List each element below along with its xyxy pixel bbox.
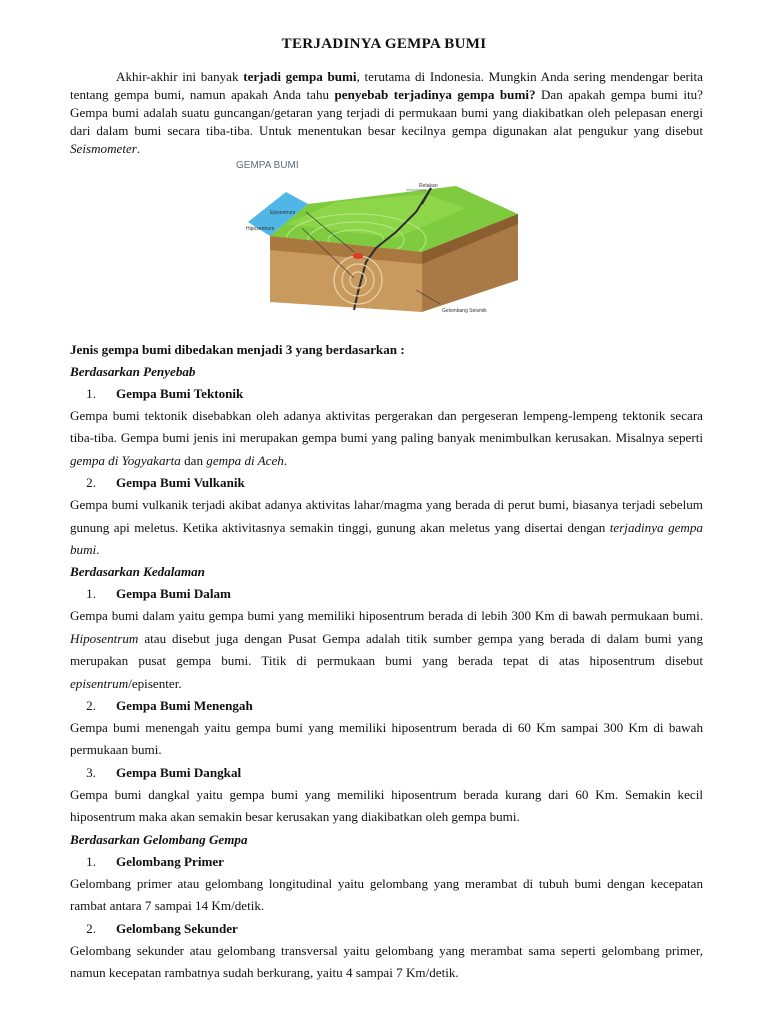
paragraph: Gelombang primer atau gelombang longitudinal yaitu gelombang yang merambat di tubuh bumi dengan kecepatan rambat antara 7 sampai 14 Km/detik. <box>70 875 703 914</box>
list-item <box>70 383 703 405</box>
paragraph-italic: gempa di Aceh <box>206 452 284 468</box>
list-number: 2. <box>86 920 96 936</box>
intro-paragraph <box>70 68 703 158</box>
paragraph-italic: episentrum <box>70 675 129 691</box>
intro-text: Dan apakah gempa bumi itu? Gempa bumi adalah suatu guncangan/getaran yang terjadi di permukaan bumi yang diakibatkan oleh pelepasan energi dari dalam bumi secara tiba-tiba. Untuk menentukan besar kecilnya gempa digunakan alat pengukur yang disebut <box>70 87 703 138</box>
list-item-title: Gempa Bumi Dangkal <box>116 764 242 780</box>
figure-title: GEMPA BUMI <box>236 160 299 171</box>
paragraph <box>70 405 703 472</box>
paragraph <box>70 605 703 695</box>
intro-bold: penyebab terjadinya gempa bumi? <box>334 87 536 102</box>
lead-sentence: Jenis gempa bumi dibedakan menjadi 3 yang berdasarkan : <box>70 342 405 357</box>
paragraph <box>70 494 703 561</box>
list-item-title: Gelombang Sekunder <box>116 920 238 936</box>
list-item <box>70 472 703 494</box>
list-item <box>70 762 703 784</box>
intro-italic: Seismometer <box>70 141 137 156</box>
list-item-title: Gempa Bumi Vulkanik <box>116 475 245 491</box>
epicenter-dot <box>353 253 363 259</box>
document-title: TERJADINYA GEMPA BUMI <box>281 36 487 52</box>
list-item <box>70 918 703 940</box>
label-retakan: Retakan <box>419 183 438 189</box>
document-body <box>70 339 703 984</box>
earthquake-block-illustration <box>226 152 526 322</box>
paragraph-text: Gempa bumi vulkanik terjadi akibat adanya aktivitas lahar/magma yang berada di perut bumi, biasanya terjadi sebelum gunung api meletus. Ketika aktivitasnya semakin tinggi, gunung akan meletus yang disertai dengan <box>70 497 703 535</box>
paragraph-italic: terjadinya gempa bumi <box>70 519 703 558</box>
list-item-title: Gempa Bumi Tektonik <box>116 386 244 401</box>
paragraph: Gempa bumi dangkal yaitu gempa bumi yang memiliki hiposentrum berada kurang dari 60 Km. Semakin kecil hiposentrum maka akan semakin besar kerusakan yang diakibatkan oleh gempa bumi. <box>70 786 703 825</box>
paragraph-text: . <box>283 452 288 468</box>
paragraph-italic: gempa di Yogyakarta <box>70 452 181 468</box>
paragraph-text: . <box>96 542 100 558</box>
list-number: 1. <box>86 386 96 401</box>
label-gelombang-seismik: Gelombang Seismik <box>442 308 487 314</box>
paragraph-text: /episenter. <box>128 675 182 691</box>
label-hiposentrum: Hiposentrum <box>246 226 275 232</box>
paragraph: Gempa bumi menengah yaitu gempa bumi yang memiliki hiposentrum berada di 60 Km sampai 300 Km di bawah permukaan bumi. <box>70 720 703 758</box>
list-item-title: Gelombang Primer <box>116 853 224 869</box>
section-heading-penyebab: Berdasarkan Penyebab <box>70 364 196 379</box>
label-episentrum: Episentrum <box>270 210 296 216</box>
intro-text: , terutama di Indonesia. Mungkin Anda sering mendengar berita tentang gempa bumi, namun apakah Anda tahu <box>70 69 703 102</box>
paragraph-text: Gempa bumi dalam yaitu gempa bumi yang memiliki hiposentrum berada di lebih 300 Km di bawah permukaan bumi. <box>70 608 703 624</box>
paragraph-italic: Hiposentrum <box>70 630 139 646</box>
paragraph: Gelombang sekunder atau gelombang transversal yaitu gelombang yang merambat sama seperti gelombang primer, namun kecepatan rambatnya sudah berkurang, yaitu 4 sampai 7 Km/detik. <box>70 942 703 980</box>
list-number: 2. <box>86 475 96 491</box>
paragraph-text: Gempa bumi tektonik disebabkan oleh adanya aktivitas pergerakan dan pergeseran lempeng-lempeng tektonik secara tiba-tiba. Gempa bumi jenis ini merupakan gempa bumi yang paling banyak menimbulkan kerusakan. Misalnya seperti <box>70 408 703 446</box>
paragraph-text: dan <box>180 452 207 468</box>
list-item <box>70 851 703 873</box>
intro-text: . <box>136 141 141 156</box>
list-number: 1. <box>86 586 96 602</box>
list-item-title: Gempa Bumi Dalam <box>116 586 231 602</box>
list-item-title: Gempa Bumi Menengah <box>116 698 253 714</box>
list-number: 3. <box>86 764 96 780</box>
earthquake-diagram <box>226 152 526 322</box>
list-number: 2. <box>86 698 96 714</box>
list-item <box>70 695 703 717</box>
paragraph-text: atau disebut juga dengan Pusat Gempa adalah titik sumber gempa yang berada di dalam bumi yang merupakan pusat gempa bumi. Titik di permukaan bumi yang berada tepat di atas hiposentrum disebut <box>70 630 703 669</box>
intro-text: Akhir-akhir ini banyak <box>116 69 244 84</box>
intro-bold: terjadi gempa bumi <box>243 69 357 84</box>
section-heading-gelombang: Berdasarkan Gelombang Gempa <box>70 831 248 847</box>
section-heading-kedalaman: Berdasarkan Kedalaman <box>70 564 205 580</box>
list-item <box>70 583 703 605</box>
list-number: 1. <box>86 853 96 869</box>
